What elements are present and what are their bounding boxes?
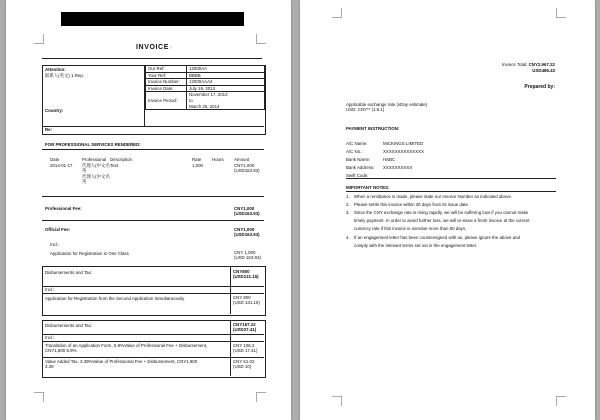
invoice-total-usd: USD486.43: [532, 68, 555, 73]
crop-mark: [256, 34, 266, 44]
service-description: Text: [110, 163, 119, 168]
ref-label: Invoice Period:: [146, 92, 187, 110]
service-rule: [42, 196, 264, 197]
ref-label: Invoice Date:: [146, 85, 187, 92]
invoice-total-cny: CNY2,967.22: [528, 62, 555, 67]
disb2-amount: CNY167.22 (USD27.41): [233, 322, 257, 333]
disb2-item-1: Translation of an Application Form, 5.9%Value of Professional Fee + Disbursement, CNY1,800 5.9%: [45, 343, 208, 354]
disb1-rule: [42, 286, 264, 287]
prepared-by: Prepared by:: [524, 84, 555, 90]
disb2-rule: [42, 334, 264, 335]
crop-mark: [34, 34, 44, 44]
disb2-rule: [42, 341, 264, 342]
invoice-total-label: Invoice Total:: [501, 62, 528, 67]
ref-table: [145, 65, 265, 110]
service-rate: 1,000: [192, 163, 203, 168]
ref-value: 12000AA: [187, 66, 265, 73]
crop-mark: [556, 8, 566, 18]
ref-label: Invoice Number:: [146, 79, 187, 86]
note-2: 2. Please settle this invoice within 30 days from its issue date.: [346, 202, 470, 207]
ref-row: [146, 85, 265, 92]
note-1: 1. When a remittance is made, please state our Invoice Number as indicated above.: [346, 194, 513, 199]
service-professional: 代理人(中文名 英 代理人(中文名 英: [82, 163, 110, 185]
attention-value: 联系人(英文) 1 Rep.: [45, 73, 85, 78]
crop-mark: [34, 392, 44, 402]
redacted-header: [61, 12, 244, 26]
ref-value: November 17, 2013 to March 25, 2014: [187, 92, 265, 110]
invoice-page-1: [6, 0, 291, 420]
ref-row: [146, 72, 265, 79]
title-rule: [42, 58, 262, 59]
invoice-page-2: [300, 0, 595, 420]
disb1-rule: [42, 293, 264, 294]
ref-value: BBBB: [187, 72, 265, 79]
professional-fee-amount: CNY1,000 (USD163.93): [234, 206, 260, 217]
disb1-item: Application for Registration from the Second Application Simultaneously: [45, 296, 185, 301]
disb2-item-1-amount: CNY 106.2 (USD 17.41): [233, 343, 258, 354]
col-amount: Amount: [234, 157, 250, 162]
ref-label: Our Ref:: [146, 66, 187, 73]
services-heading: FOR PROFESSIONAL SERVICES RENDERED:: [45, 142, 141, 147]
disb1-divider: [230, 266, 231, 314]
col-date: Date: [50, 157, 60, 162]
official-fee-label: Official Fee:: [45, 227, 71, 232]
disb2-item-2: Value Added Tax, 3.39%Value of Professional Fee + Disbursement, CNY1,800 3.39: [45, 359, 198, 370]
col-description: Description: [110, 157, 132, 162]
ref-value: 12000AAA2: [187, 79, 265, 86]
disb1-incl: Incl.:: [45, 287, 55, 292]
official-fee-incl: Incl.:: [50, 242, 60, 247]
ref-value: July 19, 2014: [187, 85, 265, 92]
notes-heading: IMPORTANT NOTES:: [346, 185, 390, 190]
crop-mark: [556, 396, 566, 406]
disb2-label: Disbursements and Tax:: [45, 323, 93, 328]
note-4: 4. If an engagement letter has been countersigned with us, please ignore the above and comply with the relevant terms set out in the engagement letter.: [346, 235, 520, 248]
notes-rule: [346, 191, 556, 192]
country-label: Country:: [45, 108, 64, 113]
ref-row: [146, 79, 265, 86]
crop-mark: [256, 392, 266, 402]
crop-mark: [332, 8, 342, 18]
payment-values: MICKINGS LIMITED XXXXXXXXXXXXXX HSBC XXXXXXXXXX: [383, 141, 424, 170]
disb2-incl: Incl.:: [45, 335, 55, 340]
col-rate: Rate: [192, 157, 202, 162]
disb2-item-2-amount: CNY 61.02 (USD 10): [233, 359, 255, 370]
note-3: 3. Since the CNY exchange rate is rising rapidly, we will be suffering loss if you cannot make timely payment. In order to avoid further loss, we will re-issue a fresh invoice at the current currency rate if this invoice is overdue more than 60 days.: [346, 210, 530, 231]
ref-row: [146, 92, 265, 110]
disb2-divider: [230, 320, 231, 376]
payment-labels: A/C Name: A/C No.: Bank Name: Bank Address: Swift Code:: [346, 141, 375, 178]
official-fee-item: Application for Registration in One Class: [50, 251, 129, 256]
disb1-label: Disbursements and Tax:: [45, 270, 93, 275]
col-professional: Professional: [82, 157, 107, 162]
service-amount: CNY1,000 (USD163.93): [234, 163, 260, 174]
crop-mark: [332, 396, 342, 406]
disb1-amount: CNY800 (USD131.15): [233, 269, 259, 280]
disb1-item-amount: CNY 800 (USD 131.15): [233, 295, 260, 306]
payment-rule: [346, 178, 556, 179]
official-fee-item-amount: CNY 1,000 (USD 163.93): [234, 250, 261, 261]
payment-heading: PAYMENT INSTRUCTION:: [346, 126, 400, 131]
professional-fee-rule: [42, 220, 264, 221]
exchange-rate: Applicable exchange rate (xDay estimate) USD: CNY** (1:6.1): [346, 102, 428, 113]
disb2-rule: [42, 357, 264, 358]
ref-row: [146, 66, 265, 73]
official-fee-amount: CNY1,000 (USD163.93): [234, 227, 260, 238]
invoice-title: INVOICE♂: [136, 44, 174, 51]
attention-label: Attention:: [45, 67, 66, 72]
col-hours: Hours: [212, 157, 224, 162]
services-rule: [42, 149, 264, 150]
professional-fee-label: Professional Fee:: [45, 206, 82, 211]
re-label: Re:: [45, 127, 53, 132]
service-date: 2014-01-17: [50, 163, 73, 168]
re-rule: [42, 126, 264, 127]
ref-label: Your Ref:: [146, 72, 187, 79]
invoice-total: [502, 62, 555, 67]
